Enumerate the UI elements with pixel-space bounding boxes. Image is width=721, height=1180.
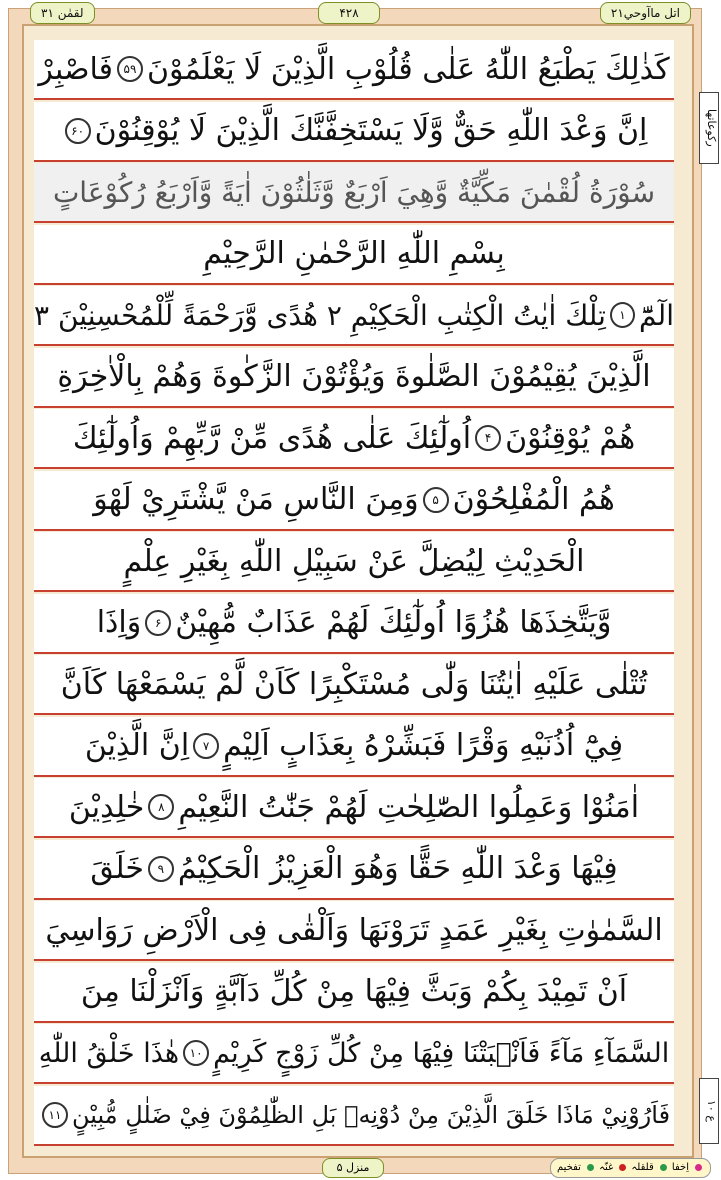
verse-text: تُتْلٰى عَلَيْهِ اٰيٰتُنَا وَلّٰى مُسْتَكْبِرًا كَاَنْ لَّمْ يَسْمَعْهَا كَاَنَّ <box>60 666 648 702</box>
verse-text: اَنْ تَمِيْدَ بِكُمْ وَبَثَّ فِيْهَا مِنْ كُلِّ دَآبَّةٍ وَاَنْزَلْنَا مِنَ <box>80 974 628 1009</box>
verse-line <box>34 409 674 469</box>
verse-text: فِيْٓ اُذُنَيْهِ وَقْرًا فَبَشِّرْهُ بِعَذَابٍ اَلِيْمٍ <box>223 728 624 763</box>
verse-text-continued: وَاِذَا <box>96 605 142 640</box>
verse-text: سُوْرَةُ لُقْمٰنَ مَكِّيَّةٌ وَّهِيَ اَرْبَعٌ وَّثَلٰثُوْنَ اٰيَةً وَّاَرْبَعُ رُكُوْعَاتٍ <box>52 175 656 209</box>
verse-line <box>34 717 674 777</box>
verse-text-continued: اُولٰٓئِكَ عَلٰى هُدًى مِّنْ رَّبِّهِمْ وَاُولٰٓئِكَ <box>72 420 472 456</box>
legend-ikhfa: اِخفا <box>671 1162 689 1173</box>
legend-tafkhim: تفخیم <box>556 1162 581 1173</box>
legend-dot-ghunna <box>619 1164 626 1171</box>
verse-line <box>34 655 674 715</box>
verse-line <box>34 532 674 592</box>
verse-text: وَّيَتَّخِذَهَا هُزُوًا اُولٰٓئِكَ لَهُمْ عَذَابٌ مُّهِيْنٌ <box>175 605 612 640</box>
verse-text: بِسْمِ اللّٰهِ الرَّحْمٰنِ الرَّحِيْمِ <box>203 236 505 271</box>
side-ruku-marker: رکوعاتها <box>699 92 719 164</box>
verse-text: السَّمٰوٰتِ بِغَيْرِ عَمَدٍ تَرَوْنَهَا وَاَلْقٰى فِى الْاَرْضِ رَوَاسِيَ <box>45 912 663 948</box>
ayah-number-marker: ۶۰ <box>65 118 91 144</box>
verse-text: السَّمَآءِ مَآءً فَاَنْۢبَتْنَا فِيْهَا مِنْ كُلِّ زَوْجٍ كَرِيْمٍ <box>213 1037 670 1069</box>
legend-dot-ikhfa <box>695 1164 702 1171</box>
verse-text-continued: فَاصْبِرْ <box>38 51 113 87</box>
verse-text: الَّذِيْنَ يُقِيْمُوْنَ الصَّلٰوةَ وَيُؤْتُوْنَ الزَّكٰوةَ وَهُمْ بِالْاٰخِرَةِ <box>57 359 651 394</box>
ayah-number-marker: ۶ <box>145 610 171 636</box>
page-number: ۴۲۸ <box>318 2 380 24</box>
bismillah-line <box>34 225 674 285</box>
verse-line <box>34 901 674 961</box>
ayah-number-marker: ۱۰ <box>183 1040 209 1066</box>
verse-line <box>34 1086 674 1146</box>
verse-text: الٓمّٓ <box>639 298 674 332</box>
verse-line <box>34 840 674 900</box>
verse-text: اٰمَنُوْا وَعَمِلُوا الصّٰلِحٰتِ لَهُمْ جَنّٰتُ النَّعِيْمِ <box>178 789 640 825</box>
legend-qalqala: قلقلہ <box>631 1162 654 1173</box>
verse-text-continued: اِنَّ الَّذِيْنَ <box>84 728 190 763</box>
legend-dot-tafkhim <box>587 1164 594 1171</box>
side-ruku-end-marker: ع ۱۰ <box>699 1078 719 1144</box>
verse-line <box>34 778 674 838</box>
verse-line <box>34 1024 674 1084</box>
verse-line <box>34 40 674 100</box>
verse-text: فَاَرُوْنِيْ مَاذَا خَلَقَ الَّذِيْنَ مِنْ دُوْنِهٖ بَلِ الظّٰلِمُوْنَ فِيْ ضَلٰلٍ مُّبِيْنٍ <box>71 1100 671 1129</box>
ayah-number-marker: ۵ <box>423 487 449 513</box>
verse-line <box>34 286 674 346</box>
verse-text: فِيْهَا وَعْدَ اللّٰهِ حَقًّا وَهُوَ الْعَزِيْزُ الْحَكِيْمُ <box>177 851 618 886</box>
ayah-number-marker: ۹ <box>148 856 174 882</box>
verse-line <box>34 102 674 162</box>
manzil-label: منزل ۵ <box>322 1158 384 1178</box>
verse-text-continued: خٰلِدِيْنَ <box>68 789 145 825</box>
verse-text: الْحَدِيْثِ لِيُضِلَّ عَنْ سَبِيْلِ اللّٰهِ بِغَيْرِ عِلْمٍ <box>123 543 585 579</box>
ayah-number-marker: ۱۱ <box>42 1102 68 1128</box>
tajweed-legend <box>550 1158 711 1178</box>
ayah-number-marker: ۱ <box>610 302 635 328</box>
verse-text-continued: هٰذَا خَلْقُ اللّٰهِ <box>38 1037 180 1069</box>
ayah-number-marker: ۷ <box>193 733 219 759</box>
ayah-number-marker: ۴ <box>475 425 501 451</box>
verse-line <box>34 348 674 408</box>
legend-dot-qalqala <box>660 1164 667 1171</box>
juz-label: اتل ماآوحي۲۱ <box>600 2 691 24</box>
ayah-number-marker: ۸ <box>148 794 174 820</box>
ayah-number-marker: ۵۹ <box>117 56 143 82</box>
surah-title-line <box>34 163 674 223</box>
verse-line <box>34 963 674 1023</box>
legend-ghunna: غنّہ <box>599 1162 614 1173</box>
verse-text-continued: وَمِنَ النَّاسِ مَنْ يَّشْتَرِيْ لَهْوَ <box>93 482 419 517</box>
verse-text: كَذٰلِكَ يَطْبَعُ اللّٰهُ عَلٰى قُلُوْبِ الَّذِيْنَ لَا يَعْلَمُوْنَ <box>146 51 670 87</box>
verse-text-continued: خَلَقَ <box>90 851 144 886</box>
verse-line <box>34 594 674 654</box>
surah-label: لقمٰن ۳۱ <box>30 2 95 24</box>
verse-text: هُمُ الْمُفْلِحُوْنَ <box>452 482 615 517</box>
verse-text: اِنَّ وَعْدَ اللّٰهِ حَقٌّ وَّلَا يَسْتَخِفَّنَّكَ الَّذِيْنَ لَا يُوْقِنُوْنَ <box>94 113 648 148</box>
verse-line <box>34 471 674 531</box>
verse-text: هُمْ يُوْقِنُوْنَ <box>505 420 636 456</box>
verse-text-continued: تِلْكَ اٰيٰتُ الْكِتٰبِ الْحَكِيْمِ ۲ هُدًى وَّرَحْمَةً لِّلْمُحْسِنِيْنَ ۳ <box>34 298 606 332</box>
